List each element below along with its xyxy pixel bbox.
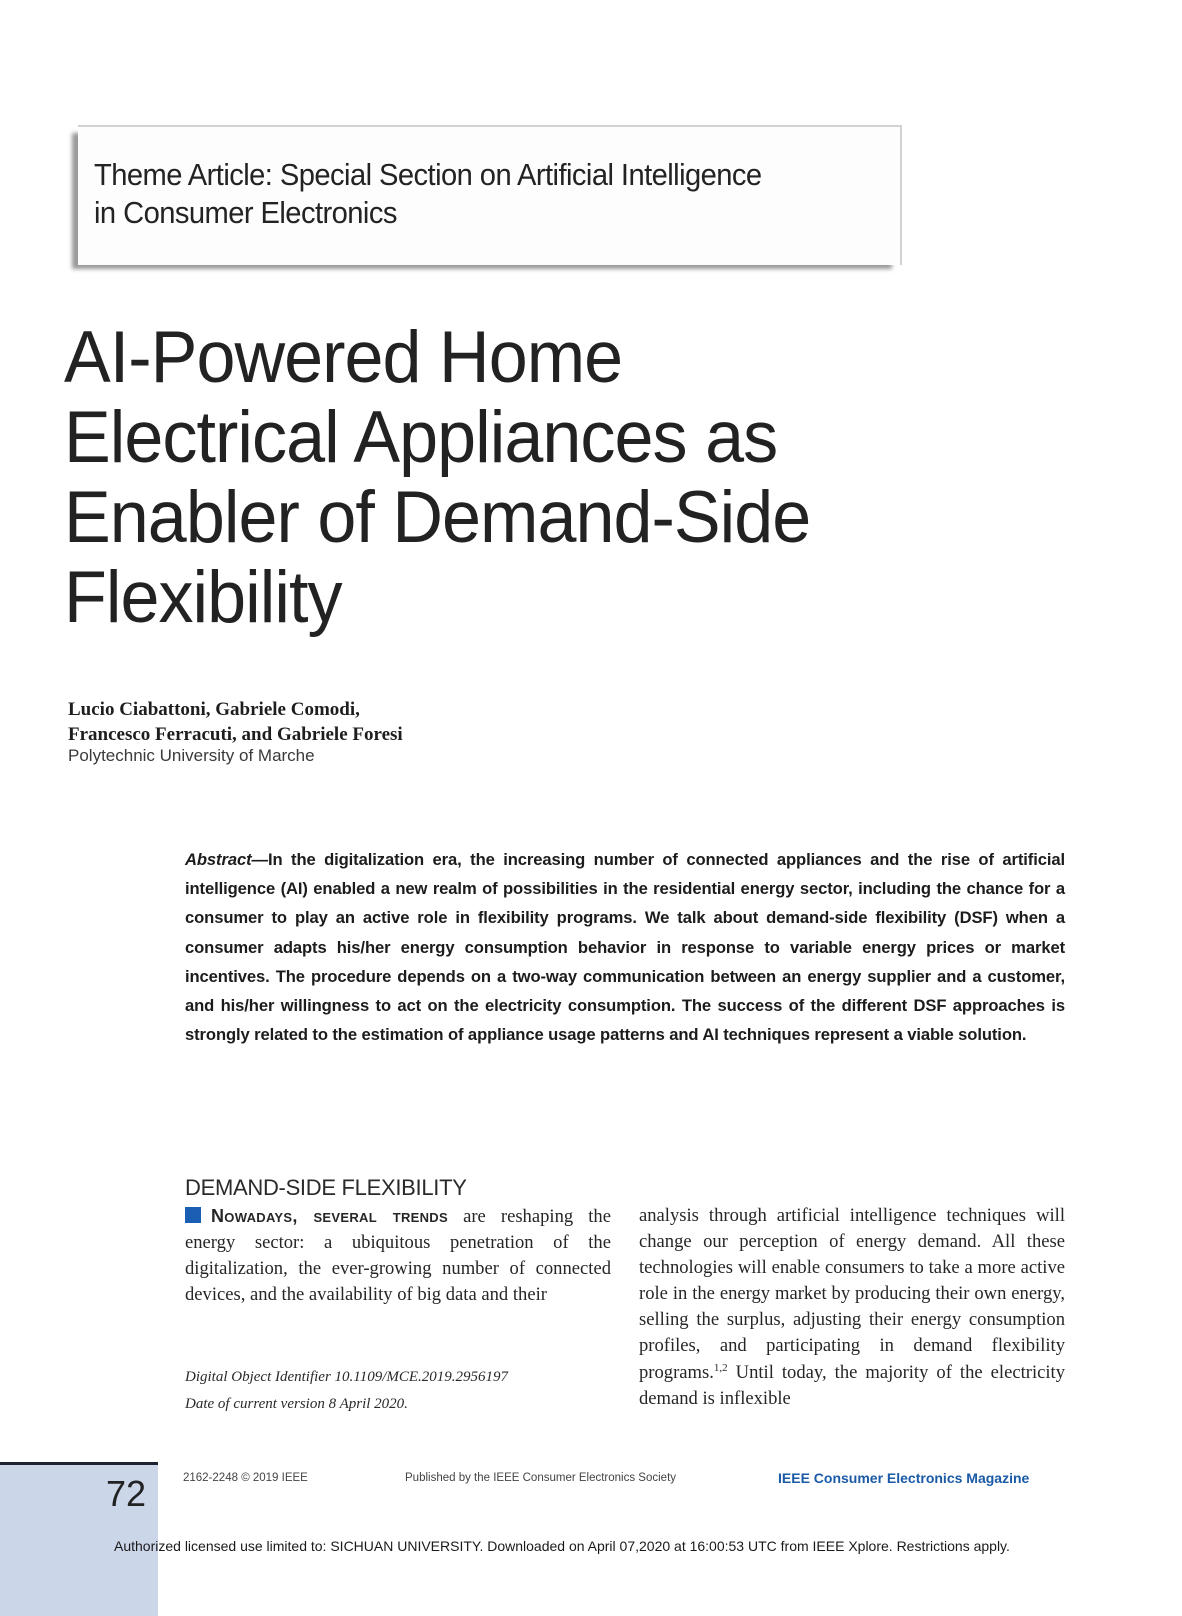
author-list — [68, 697, 403, 747]
title-line: Electrical Appliances as — [64, 397, 778, 478]
doi-date: Date of current version 8 April 2020. — [185, 1396, 408, 1412]
body-column-right — [639, 1203, 1065, 1412]
lead-in-caps: Nowadays, several trends — [211, 1206, 448, 1226]
body-text: are reshaping the energy sector: a ubiquitous penetration of the digitalization, the ever-growing number of connected devices, and the availability of big data and their — [185, 1206, 611, 1306]
doi-block — [185, 1364, 508, 1418]
license-notice: Authorized licensed use limited to: SICHUAN UNIVERSITY. Downloaded on April 07,2020 at 16:00:53 UTC from IEEE Xplore. Restrictions apply. — [114, 1538, 1010, 1554]
body-text: Until today, the majority of the electricity demand is inflexible — [639, 1361, 1065, 1409]
doi-identifier: Digital Object Identifier 10.1109/MCE.2019.2956197 — [185, 1369, 509, 1385]
footer-issn: 2162-2248 © 2019 IEEE — [183, 1472, 308, 1484]
citation-ref[interactable]: 1,2 — [713, 1361, 728, 1374]
footer-magazine-title: IEEE Consumer Electronics Magazine — [778, 1470, 1030, 1486]
body-column-left — [185, 1203, 611, 1308]
theme-line-1: Theme Article: Special Section on Artificial Intelligence — [94, 157, 762, 192]
body-text: analysis through artificial intelligence techniques will change our perception of energy demand. All these technologies will enable consumers to take a more active role in the energy market by producing their own energy, selling the surplus, adjusting their energy consumption profiles, and participating in demand flexibility programs. — [639, 1205, 1065, 1383]
abstract — [185, 845, 1065, 1049]
theme-line-2: in Consumer Electronics — [94, 195, 397, 230]
theme-article-banner — [78, 125, 902, 265]
author-line-1: Lucio Ciabattoni, Gabriele Comodi, — [68, 699, 360, 720]
affiliation: Polytechnic University of Marche — [68, 746, 315, 765]
title-line: Enabler of Demand-Side — [64, 477, 811, 558]
page-number: 72 — [105, 1473, 146, 1514]
abstract-label: Abstract — [185, 850, 252, 869]
lead-square-icon — [185, 1207, 201, 1223]
article-title — [64, 318, 928, 638]
title-line: AI-Powered Home — [64, 317, 623, 398]
abstract-text: —In the digitalization era, the increasing number of connected appliances and the rise of artificial intelligence (AI) enabled a new realm of possibilities in the residential energy sector, including the chance for a consumer to play an active role in flexibility programs. We talk about demand-side flexibility (DSF) when a consumer adapts his/her energy consumption behavior in response to variable energy prices or market incentives. The procedure depends on a two-way communication between an energy supplier and a customer, and his/her willingness to act on the electricity consumption. The success of the different DSF approaches is strongly related to the estimation of appliance usage patterns and AI techniques represent a viable solution. — [185, 850, 1065, 1045]
title-line: Flexibility — [64, 557, 342, 638]
author-line-2: Francesco Ferracuti, and Gabriele Foresi — [68, 724, 403, 745]
footer-publisher: Published by the IEEE Consumer Electronics Society — [405, 1472, 677, 1484]
section-heading: DEMAND-SIDE FLEXIBILITY — [185, 1175, 467, 1200]
